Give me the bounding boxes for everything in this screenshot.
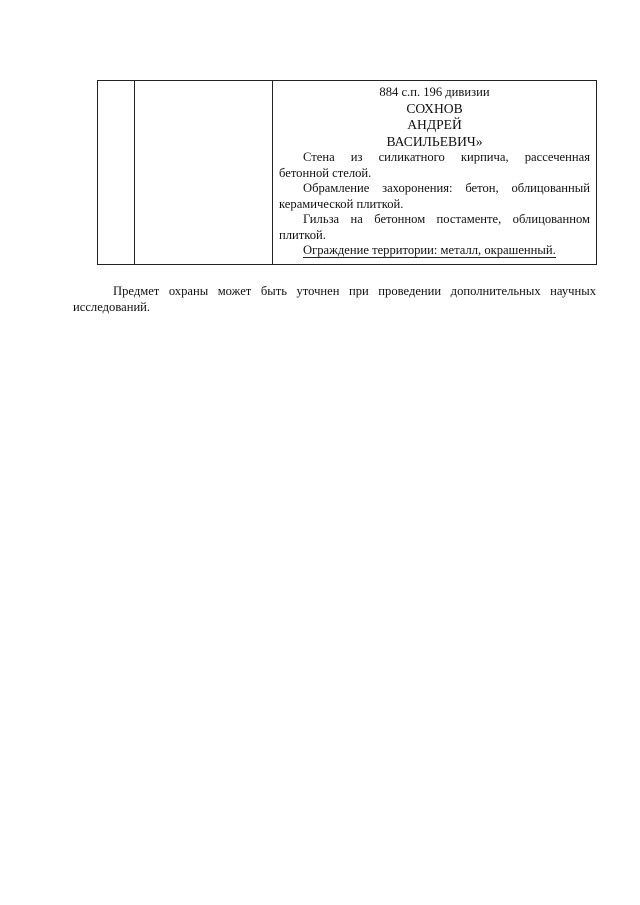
- table-cell-name: [135, 81, 273, 265]
- patronymic-line: ВАСИЛЬЕВИЧ»: [386, 133, 483, 149]
- table-row: [98, 81, 597, 265]
- protection-note: Предмет охраны может быть уточнен при проведении дополнительных научных исследований.: [73, 284, 596, 314]
- table-cell-description: [273, 81, 597, 265]
- wall-description: Стена из силикатного кирпича, рассеченная бетонной стелой.: [279, 150, 590, 180]
- heritage-object-table: [97, 80, 597, 265]
- first-name-line: АНДРЕЙ: [407, 117, 462, 132]
- surname-line: СОХНОВ: [406, 100, 463, 116]
- burial-frame-description: Обрамление захоронения: бетон, облицованный керамической плиткой.: [279, 181, 590, 211]
- unit-line: 884 с.п. 196 дивизии: [379, 85, 490, 99]
- table-cell-number: [98, 81, 135, 265]
- fence-description-line: [279, 243, 590, 259]
- shell-description: Гильза на бетонном постаменте, облицованном плиткой.: [279, 212, 590, 242]
- fence-description: Ограждение территории: металл, окрашенный.: [303, 243, 556, 257]
